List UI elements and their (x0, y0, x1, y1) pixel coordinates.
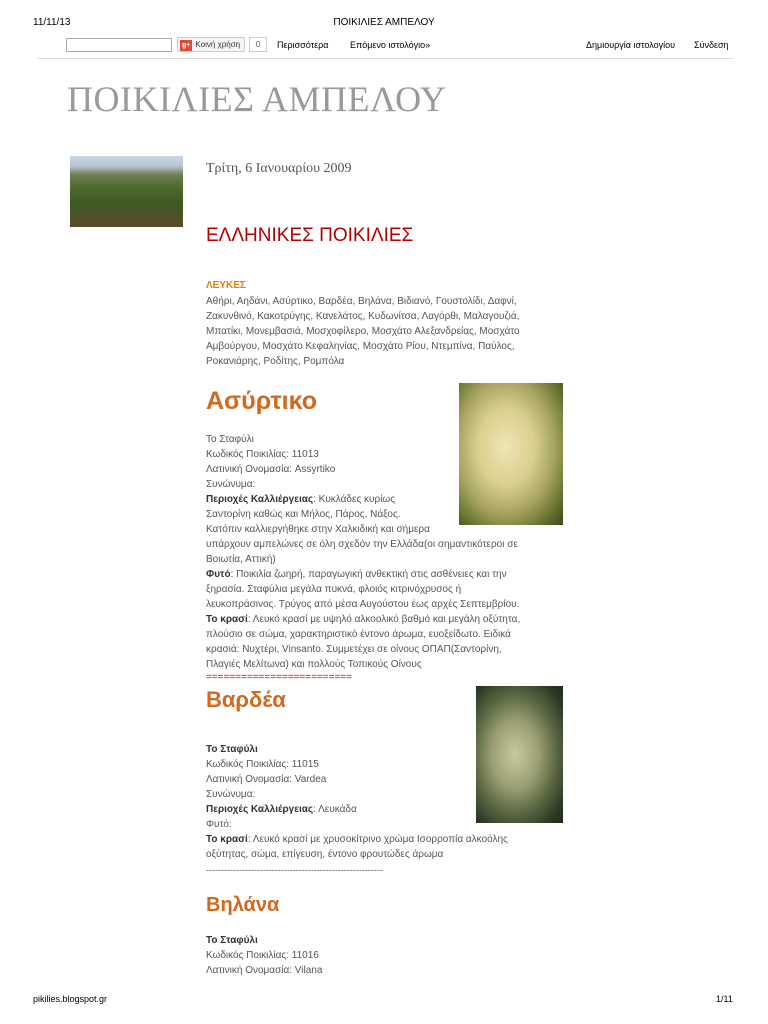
assyrtiko-details: Το Σταφύλι Κωδικός Ποικιλίας: 11013 Λατινική Ονομασία: Assyrtiko Συνώνυμα: Περιοχές Καλλιέργειας: Κυκλάδες κυρίως Σαντορίνη καθώς και Μήλος, Πάρος, Νάξος. Κατόπιν καλλιεργήθηκε στην Χαλκιδική και σήμερα υπάρχουν αμπελώνες σε όλη σχεδόν την Ελλάδα(οι σημαντικότεροι σε Βοιωτία, Αττική) Φυτό: Ποικιλία ζωηρή, παραγωγική ανθεκτική στις ασθένειες και την ξηρασία. Σταφύλια μεγάλα πυκνά, φλοιός κιτρινόχρυσος ή λευκοπράσινος. Τρύγος από μέσα Αυγούστου έως αρχές Σεπτεμβρίου. Το κρασί: Λευκό κρασί με υψηλό αλκοολικό βαθμό και μεγάλη οξύτητα, πλούσιο σε σώμα, χαρακτηριστικό έντονο άρωμα, ευοξείδωτο. Ειδικά κρασιά: Νυχτέρι, Vinsanto. Συμμετέχει σε οίνους ΟΠΑΠ(Σαντορίνη, Πλαγιές Μελίτωνα) και πολλούς Τοπικούς Οίνους (206, 434, 521, 670)
share-button[interactable]: g+ Κοινή χρήση (177, 37, 245, 52)
create-blog-link[interactable]: Δημιουργία ιστολογίου (586, 40, 676, 50)
more-link[interactable]: Περισσότερα (277, 40, 329, 50)
vilana-heading: Βηλάνα (206, 894, 280, 916)
navbar-search-input[interactable] (66, 38, 172, 52)
next-blog-link[interactable]: Επόμενο ιστολόγιο» (350, 40, 431, 50)
print-date: 11/11/13 (33, 17, 71, 28)
section-separator: ----------------------------------------------------------- (206, 865, 383, 875)
sign-in-link[interactable]: Σύνδεση (694, 40, 729, 50)
blogger-navbar (37, 34, 733, 59)
category-label: ΛΕΥΚΕΣ (206, 280, 246, 291)
assyrtiko-heading: Ασύρτικο (206, 387, 317, 415)
blog-title[interactable]: ΠΟΙΚΙΛΙΕΣ ΑΜΠΕΛΟΥ (67, 79, 447, 119)
google-plus-icon: g+ (182, 42, 191, 49)
variety-list: Αθήρι, Αηδάνι, Ασύρτικο, Βαρδέα, Βηλάνα, Βιδιανό, Γουστολίδι, Δαφνί, Ζακυνθινό, Κακοτρύγης, Κανελάτος, Κυδωνίτσα, Λαγόρθι, Μαλαγουζιά, Μπατίκι, Μονεμβασιά, Μοσχοφίλερο, Μοσχάτο Αλεξανδρείας, Μοσχάτο Αμβούργου, Μοσχάτο Κεφαληνίας, Μοσχάτο Ρίου, Ντεμπίνα, Παύλος, Ροκανιάρης, Ροδίτης, Ρομπόλα (206, 296, 520, 367)
section-separator: ========================= (206, 672, 352, 683)
footer-page-number: 1/11 (716, 994, 733, 1004)
footer-url: pikilies.blogspot.gr (33, 994, 108, 1004)
vilana-details: Το Σταφύλι Κωδικός Ποικιλίας: 11016 Λατινική Ονομασία: Vilana (206, 935, 323, 976)
share-count: 0 (249, 37, 267, 52)
vardea-heading: Βαρδέα (206, 687, 286, 712)
print-title: ΠΟΙΚΙΛΙΕΣ ΑΜΠΕΛΟΥ (333, 17, 435, 28)
post-date: Τρίτη, 6 Ιανουαρίου 2009 (206, 161, 352, 176)
post-title[interactable]: ΕΛΛΗΝΙΚΕΣ ΠΟΙΚΙΛΙΕΣ (206, 225, 414, 246)
vineyard-image (70, 156, 183, 227)
vardea-details: Το Σταφύλι Κωδικός Ποικιλίας: 11015 Λατινική Ονομασία: Vardea Συνώνυμα: Περιοχές Καλλιέργειας: Λευκάδα Φυτό: Το κρασί: Λευκό κρασί με χρυσοκίτρινο χρώμα Ισορροπία αλκοόλης οξύτητας, σώμα, επίγευση, έντονο φρουτώδες άρωμα (206, 744, 508, 860)
